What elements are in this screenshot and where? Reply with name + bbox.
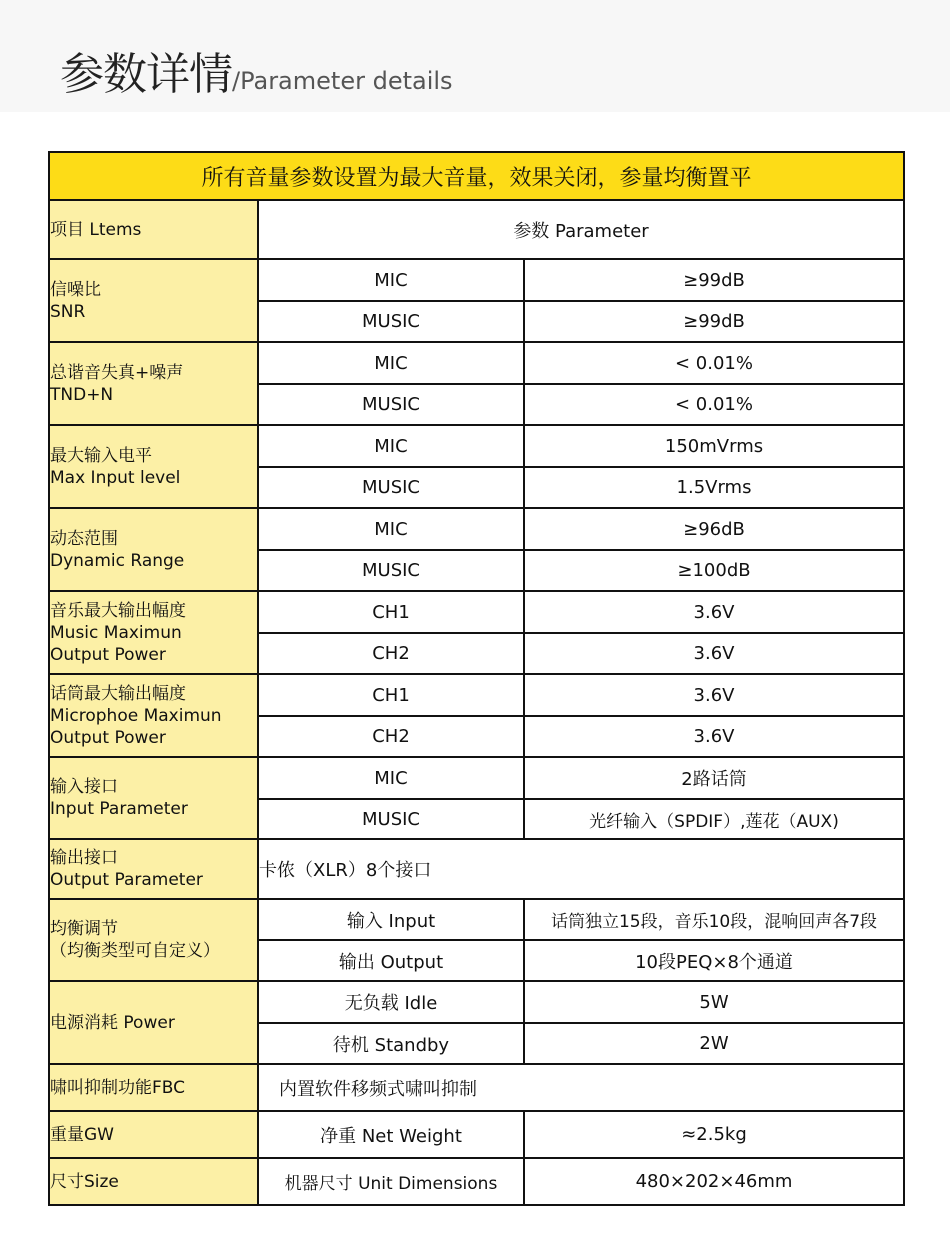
item-label-cn: 动态范围: [50, 528, 118, 549]
sub-label: CH1: [258, 674, 524, 716]
item-label-en: Music Maximun: [50, 622, 182, 643]
table-row: [49, 1064, 904, 1111]
value: 1.5Vrms: [524, 467, 904, 508]
table-row: [49, 508, 904, 550]
sub-label: MUSIC: [258, 550, 524, 591]
value: 话筒独立15段，音乐10段，混响回声各7段: [524, 899, 904, 940]
value: ≥99dB: [524, 301, 904, 342]
table-row: [49, 757, 904, 799]
item-eq: [49, 899, 258, 981]
sub-label: CH2: [258, 633, 524, 674]
item-label-cn: 均衡调节: [50, 919, 118, 939]
sub-label: MIC: [258, 757, 524, 799]
table-row: [49, 591, 904, 633]
item-dynamic-range: [49, 508, 258, 591]
table-row: [49, 899, 904, 940]
item-snr: [49, 259, 258, 342]
sub-label: MIC: [258, 259, 524, 301]
parameter-header: 参数 Parameter: [258, 200, 904, 259]
value: 10段PEQ×8个通道: [524, 940, 904, 981]
table-row: [49, 1158, 904, 1205]
item-output-parameter: [49, 839, 258, 899]
value: 卡侬（XLR）8个接口: [258, 839, 904, 899]
value: ≥99dB: [524, 259, 904, 301]
sub-label: MUSIC: [258, 384, 524, 425]
page-title: [60, 38, 453, 102]
item-label-cn: 尺寸Size: [50, 1171, 119, 1192]
item-max-input-level: [49, 425, 258, 508]
table-row: [49, 425, 904, 467]
sub-label: CH2: [258, 716, 524, 757]
table-row: [49, 259, 904, 301]
item-label-cn: 信噪比: [50, 279, 101, 300]
sub-label: MIC: [258, 508, 524, 550]
value: ≈2.5kg: [524, 1111, 904, 1158]
table-row: [49, 1111, 904, 1158]
item-label-en-2: Output Power: [50, 644, 166, 665]
sub-label: 输出 Output: [258, 940, 524, 981]
sub-label: 输入 Input: [258, 899, 524, 940]
value: 5W: [524, 981, 904, 1023]
banner-note: 所有音量参数设置为最大音量，效果关闭，参量均衡置平: [49, 152, 904, 200]
value: 光纤输入（SPDIF）,莲花（AUX): [524, 799, 904, 839]
column-header-row: [49, 200, 904, 259]
item-label-en: Input Parameter: [50, 799, 188, 819]
table-row: [49, 674, 904, 716]
sub-label: MIC: [258, 342, 524, 384]
parameter-table: [48, 151, 905, 1206]
value: ≥96dB: [524, 508, 904, 550]
item-label-cn: 重量GW: [50, 1124, 114, 1145]
value: 480×202×46mm: [524, 1158, 904, 1205]
item-music-max-output: [49, 591, 258, 674]
value: < 0.01%: [524, 342, 904, 384]
value: 2W: [524, 1023, 904, 1064]
item-label-cn: 输入接口: [50, 777, 118, 797]
item-label-cn: 输出接口: [50, 848, 118, 868]
item-label-en: Max Input level: [50, 467, 181, 488]
item-label-cn: 音乐最大输出幅度: [50, 600, 186, 621]
value: 150mVrms: [524, 425, 904, 467]
page-title-cn: 参数详情: [60, 49, 232, 100]
item-label-cn: 啸叫抑制功能FBC: [50, 1077, 186, 1098]
sub-label: 净重 Net Weight: [258, 1111, 524, 1158]
item-thd-n: [49, 342, 258, 425]
value: 3.6V: [524, 591, 904, 633]
item-label-cn: 话筒最大输出幅度: [50, 683, 186, 704]
item-label-cn: 电源消耗 Power: [50, 1012, 175, 1033]
value: 2路话筒: [524, 757, 904, 799]
table-row: [49, 839, 904, 899]
item-label-en-2: Output Power: [50, 727, 166, 748]
item-input-parameter: [49, 757, 258, 839]
value: ≥100dB: [524, 550, 904, 591]
sub-label: MUSIC: [258, 467, 524, 508]
table-row: [49, 342, 904, 384]
banner-row: [49, 152, 904, 200]
item-label-en: TND+N: [50, 384, 114, 405]
sub-label: CH1: [258, 591, 524, 633]
sub-label: MIC: [258, 425, 524, 467]
item-label-en: （均衡类型可自定义）: [50, 941, 220, 961]
item-label-cn: 最大输入电平: [50, 445, 152, 466]
item-label-en: Dynamic Range: [50, 550, 185, 571]
sub-label: MUSIC: [258, 301, 524, 342]
value: 3.6V: [524, 716, 904, 757]
value: < 0.01%: [524, 384, 904, 425]
value: 3.6V: [524, 674, 904, 716]
table-row: [49, 981, 904, 1023]
sub-label: MUSIC: [258, 799, 524, 839]
value: 3.6V: [524, 633, 904, 674]
item-weight: [49, 1111, 258, 1158]
sub-label: 机器尺寸 Unit Dimensions: [258, 1158, 524, 1205]
item-mic-max-output: [49, 674, 258, 757]
item-label-en: SNR: [50, 301, 86, 322]
page-title-en: /Parameter details: [232, 67, 453, 95]
sub-label: 无负载 Idle: [258, 981, 524, 1023]
item-size: [49, 1158, 258, 1205]
item-label-en: Output Parameter: [50, 870, 203, 890]
item-power: [49, 981, 258, 1064]
item-label-cn: 总谐音失真+噪声: [50, 362, 184, 383]
item-label-en: Microphoe Maximun: [50, 705, 222, 726]
sub-label: 待机 Standby: [258, 1023, 524, 1064]
value: 内置软件移频式啸叫抑制: [258, 1064, 904, 1111]
item-fbc: [49, 1064, 258, 1111]
items-header: 项目 Ltems: [49, 200, 258, 259]
